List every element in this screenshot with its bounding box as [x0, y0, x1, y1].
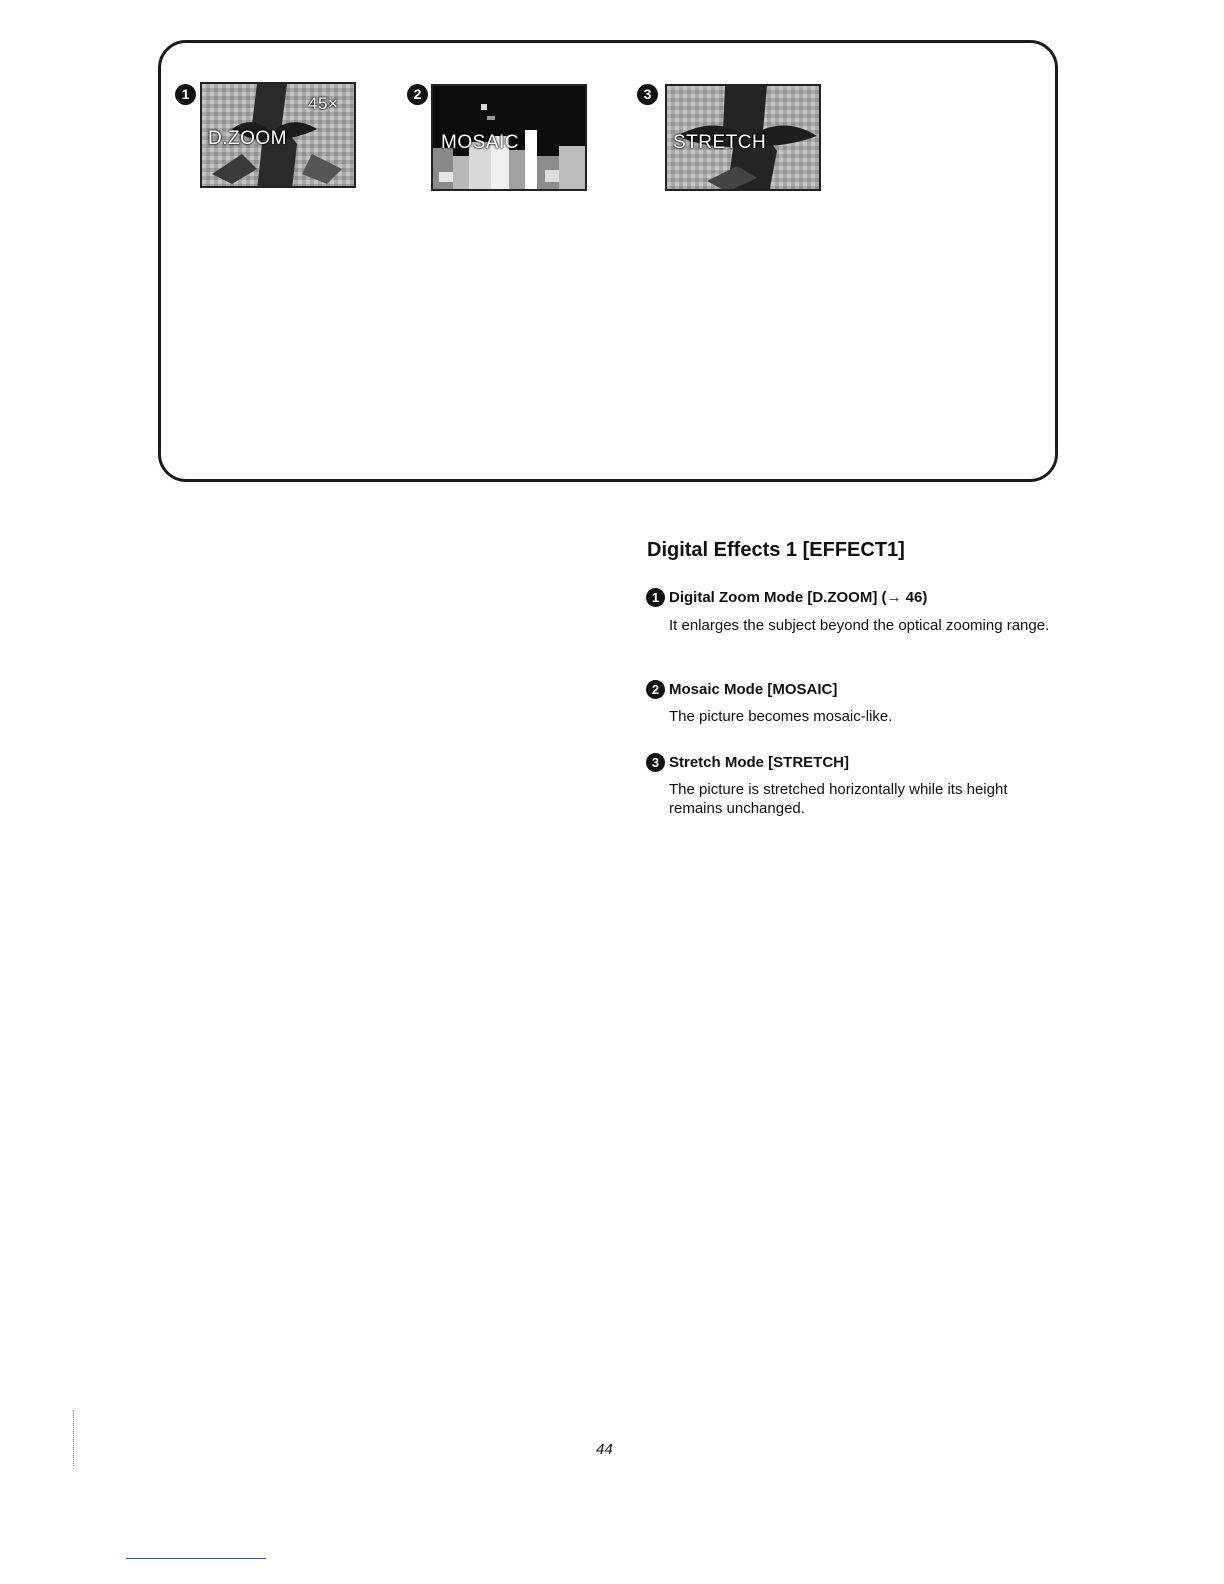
item-2-marker-icon: 2	[646, 680, 665, 699]
thumbnail-mosaic	[431, 84, 587, 191]
stretch-label: STRETCH	[673, 132, 767, 153]
item-3-body: The picture is stretched horizontally while its height remains unchanged.	[669, 781, 1008, 817]
thumbnail-stretch	[665, 84, 821, 191]
item-3-marker-icon: 3	[646, 753, 665, 772]
page-number: 44	[596, 1441, 613, 1458]
section-heading: Digital Effects 1 [EFFECT1]	[647, 539, 905, 561]
bottom-rule	[126, 1558, 266, 1559]
dzoom-label: D.ZOOM	[208, 128, 287, 149]
thumbnail-dzoom	[200, 82, 356, 188]
item-3-title: Stretch Mode [STRETCH]	[669, 754, 849, 771]
marker-1-icon: 1	[175, 84, 196, 105]
mosaic-label: MOSAIC	[441, 132, 519, 153]
margin-dots	[73, 1410, 75, 1466]
zoom-readout: 45×	[308, 94, 339, 113]
marker-2-icon: 2	[407, 84, 428, 105]
item-2-title: Mosaic Mode [MOSAIC]	[669, 681, 838, 698]
item-1-title: Digital Zoom Mode [D.ZOOM] (→ 46)	[669, 589, 928, 606]
marker-3-icon: 3	[637, 84, 658, 105]
item-1-marker-icon: 1	[646, 588, 665, 607]
item-2-body: The picture becomes mosaic-like.	[669, 708, 893, 725]
item-1-body: It enlarges the subject beyond the optical zooming range.	[669, 617, 1050, 634]
